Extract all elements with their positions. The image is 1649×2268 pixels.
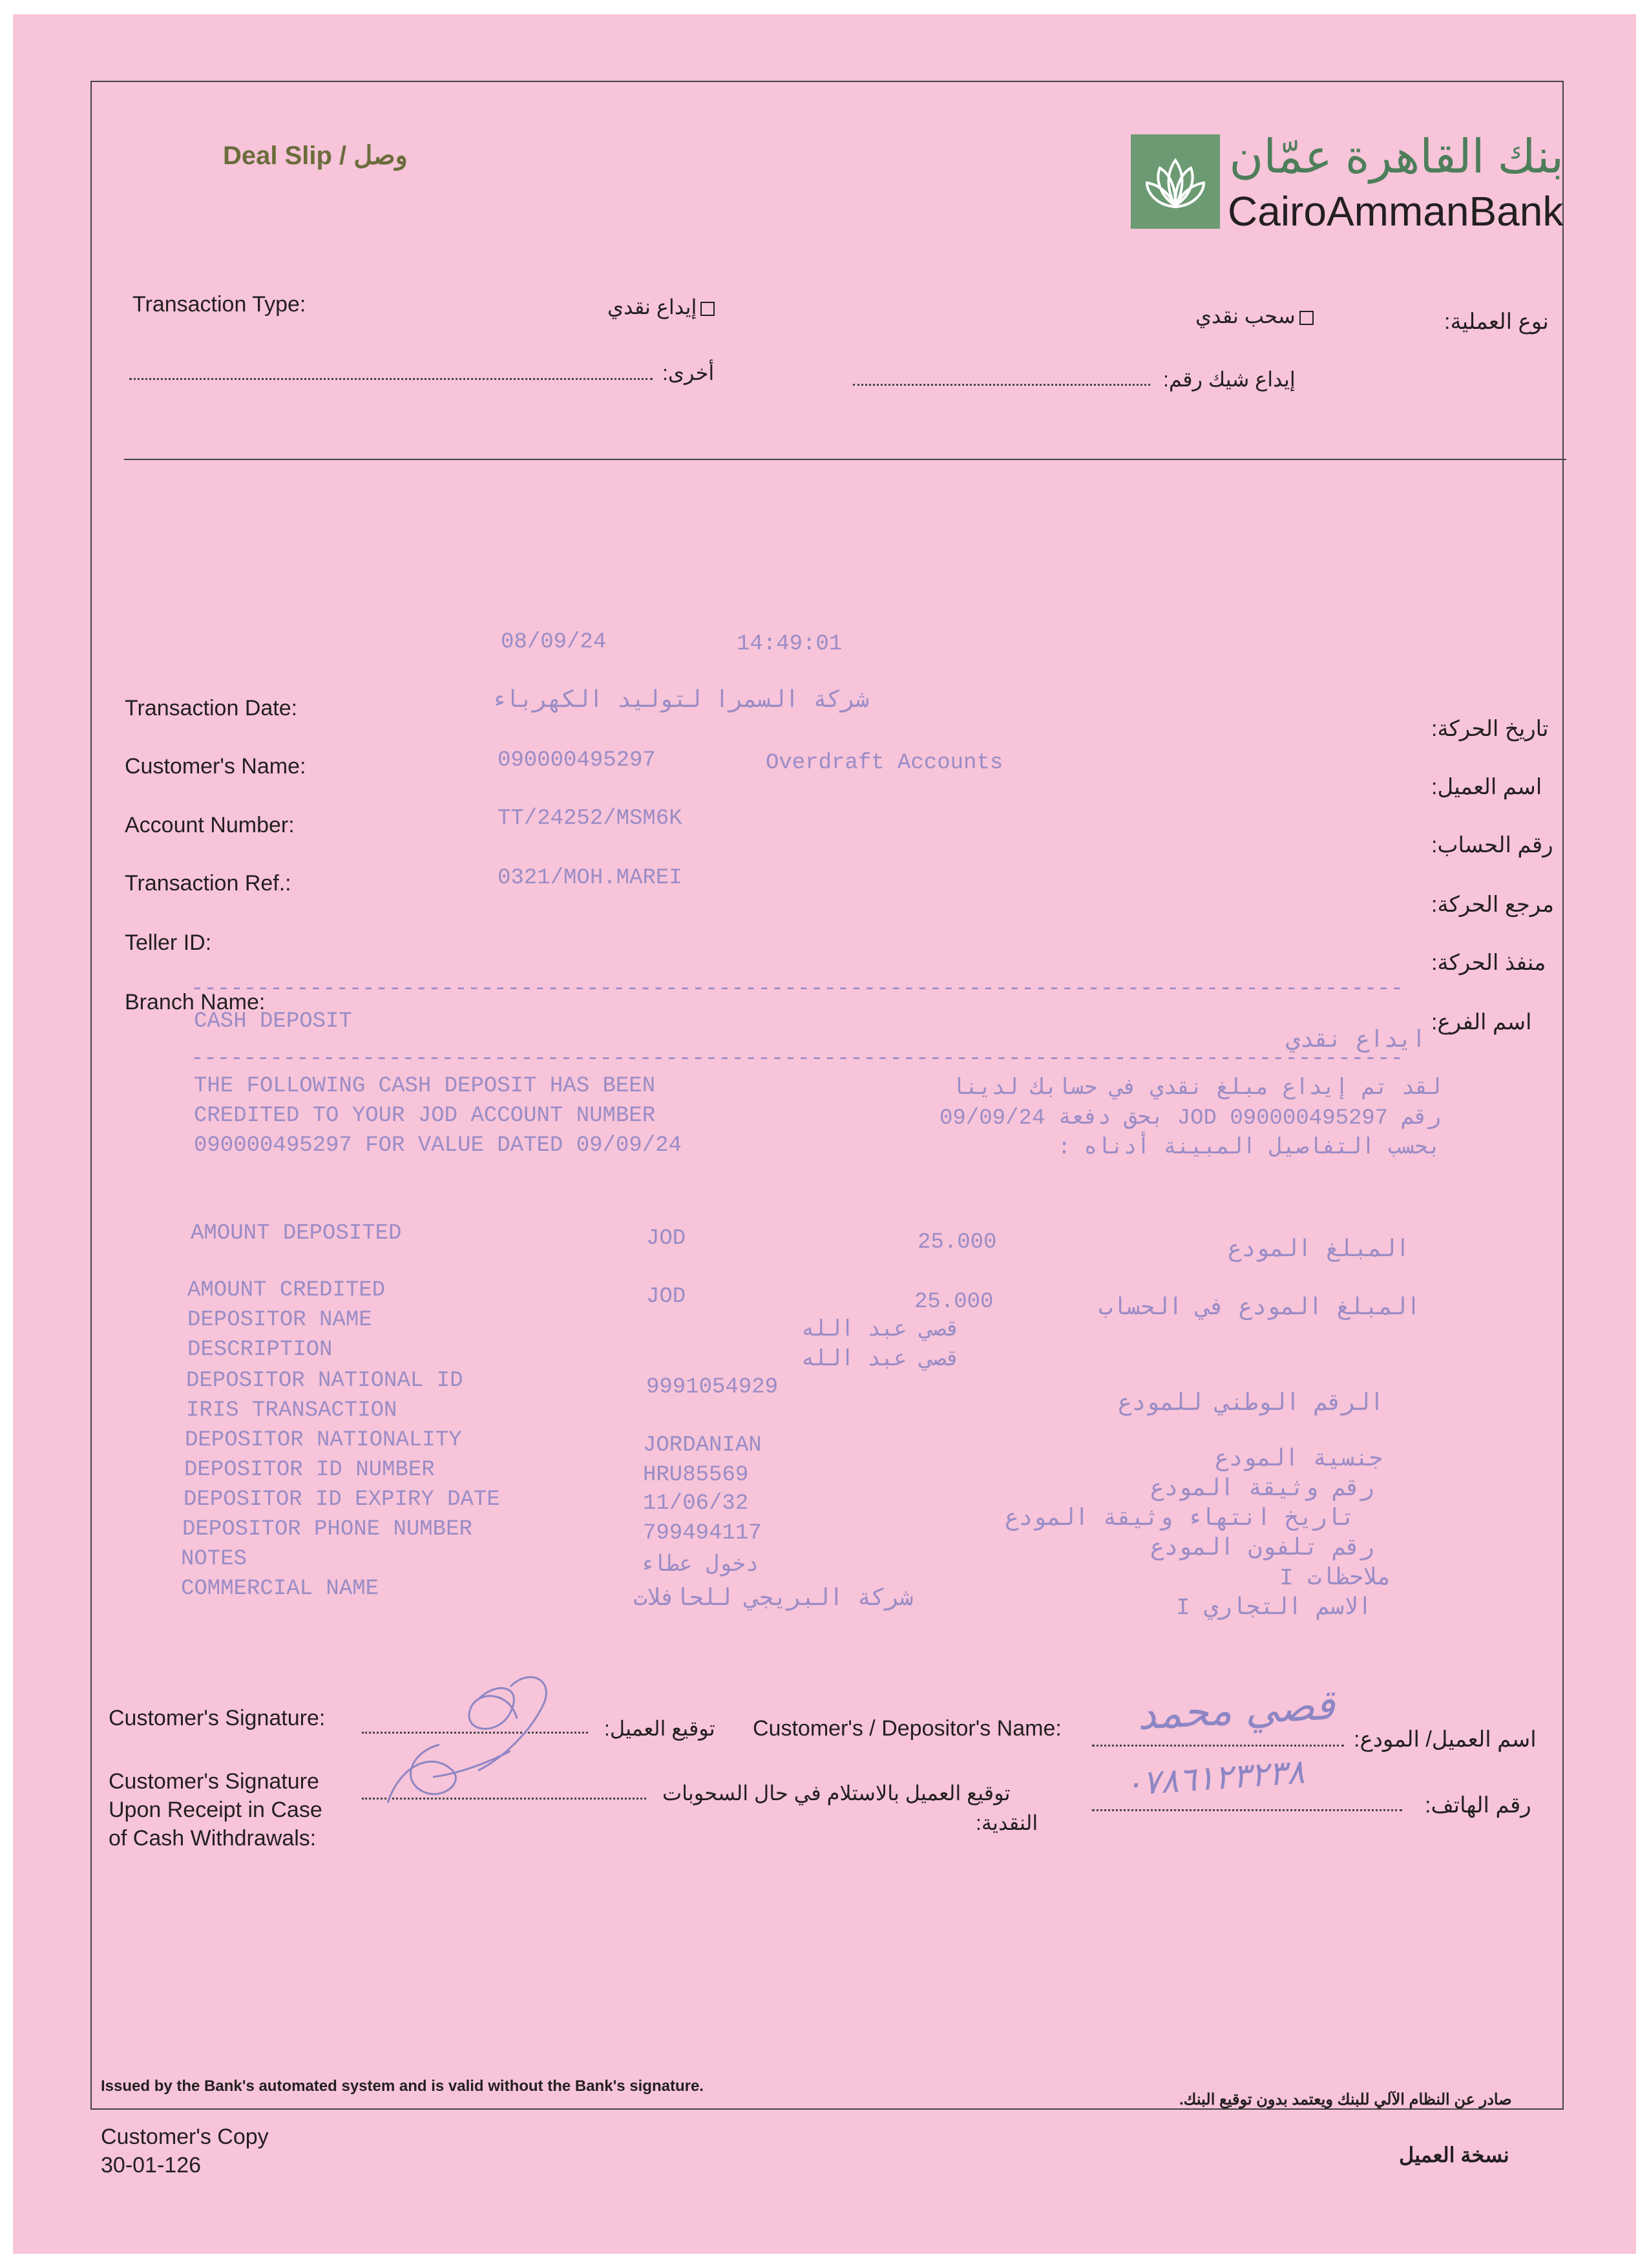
depositor-name-value: قصي عبد الله	[801, 1318, 960, 1343]
receipt-signature-ar-2: النقدية:	[976, 1811, 1038, 1834]
transaction-type-label-ar: نوع العملية:	[1444, 310, 1549, 334]
message-en-line-2: CREDITED TO YOUR JOD ACCOUNT NUMBER	[194, 1104, 656, 1128]
label-transaction-ref: Transaction Ref.:	[125, 871, 291, 896]
header-divider	[124, 459, 1566, 460]
label-transaction-ref-ar: مرجع الحركة:	[1431, 892, 1554, 917]
id-number-value: HRU85569	[643, 1463, 749, 1487]
message-en-line-3: 090000495297 FOR VALUE DATED 09/09/24	[194, 1133, 682, 1158]
amount-credited-value: 25.000	[914, 1290, 994, 1314]
amount-credited-ar: المبلغ المودع في الحساب	[1098, 1295, 1421, 1321]
dash-line-2: --------------------------------------------------------------------------------------------	[191, 1047, 1404, 1071]
bank-name-arabic: بنك القاهرة عمّان	[1229, 131, 1564, 183]
message-ar-line-3: بحسب التفاصيل المبينة أدناه :	[1057, 1136, 1441, 1160]
amount-deposited-ar: المبلغ المودع	[1228, 1237, 1410, 1263]
footer-note-en: Issued by the Bank's automated system and is valid without the Bank's signature.	[101, 2077, 704, 2095]
detail-label-nationality: DEPOSITOR NATIONALITY	[185, 1428, 462, 1453]
deal-slip-title: Deal Slip / وصل	[223, 142, 408, 170]
amount-deposited-value: 25.000	[918, 1230, 997, 1255]
cheque-dotted-line	[853, 384, 1150, 386]
amount-credited-label: AMOUNT CREDITED	[187, 1278, 386, 1303]
amount-credited-currency: JOD	[646, 1285, 686, 1309]
depositor-name-label-ar: اسم العميل/ المودع:	[1354, 1727, 1537, 1752]
id-expiry-ar: تاريخ انتهاء وثيقة المودع	[1005, 1506, 1355, 1532]
depositor-name-label: Customer's / Depositor's Name:	[753, 1716, 1062, 1741]
nationality-value: JORDANIAN	[643, 1433, 762, 1458]
label-transaction-date: Transaction Date:	[125, 696, 298, 720]
receipt-signature-ar-1: توقيع العميل بالاستلام في حال السحوبات	[662, 1781, 1011, 1805]
customer-signature-scribble	[362, 1641, 582, 1816]
account-type-value: Overdraft Accounts	[766, 751, 1003, 775]
cash-deposit-option: إيداع نقدي	[607, 295, 719, 319]
label-account-number-ar: رقم الحساب:	[1431, 833, 1553, 857]
message-en-line-1: THE FOLLOWING CASH DEPOSIT HAS BEEN	[194, 1074, 656, 1098]
receipt-signature-line-2: Upon Receipt in Case	[109, 1798, 322, 1822]
customers-copy-label: Customer's Copy	[101, 2125, 269, 2149]
other-label: أخرى:	[662, 361, 715, 384]
message-ar-line-2: رقم JOD 090000495297 بحق دفعة 09/09/24	[940, 1106, 1441, 1131]
customer-signature-label: Customer's Signature:	[109, 1706, 326, 1730]
receipt-signature-line-3: of Cash Withdrawals:	[109, 1826, 317, 1851]
depositor-name-line[interactable]	[1092, 1745, 1344, 1747]
label-branch-name: Branch Name:	[125, 990, 266, 1014]
detail-label-phone: DEPOSITOR PHONE NUMBER	[182, 1517, 472, 1542]
cash-withdrawal-checkbox[interactable]	[1299, 311, 1314, 325]
label-customer-name: Customer's Name:	[125, 754, 306, 779]
printed-time: 14:49:01	[737, 632, 843, 656]
amount-deposited-currency: JOD	[646, 1226, 686, 1251]
notes-value: دخول عطاء	[640, 1553, 759, 1578]
other-dotted-line	[129, 378, 653, 380]
cash-deposit-heading: CASH DEPOSIT	[194, 1009, 352, 1034]
detail-label-id-number: DEPOSITOR ID NUMBER	[184, 1458, 435, 1482]
cheque-deposit-label: إيداع شيك رقم:	[1163, 368, 1296, 391]
dash-line-1: --------------------------------------------------------------------------------------------	[191, 977, 1404, 1002]
cash-deposit-checkbox[interactable]	[700, 302, 715, 316]
printed-date: 08/09/24	[501, 630, 607, 655]
label-teller-id: Teller ID:	[125, 930, 212, 955]
customers-copy-label-ar: نسخة العميل	[1399, 2143, 1509, 2167]
label-customer-name-ar: اسم العميل:	[1431, 775, 1542, 799]
transaction-ref-value: TT/24252/MSM6K	[498, 806, 682, 831]
phone-ar: رقم تلفون المودع	[1150, 1535, 1374, 1562]
account-number-value: 090000495297	[498, 748, 656, 773]
handwritten-depositor-name: قصي محمد	[1136, 1681, 1336, 1739]
id-expiry-value: 11/06/32	[643, 1491, 749, 1516]
detail-label-depositor-name: DEPOSITOR NAME	[187, 1308, 372, 1332]
label-account-number: Account Number:	[125, 813, 295, 837]
transaction-type-label: Transaction Type:	[132, 292, 306, 317]
id-number-ar: رقم وثيقة المودع	[1150, 1476, 1374, 1502]
teller-id-value: 0321/MOH.MAREI	[498, 866, 682, 890]
amount-deposited-label: AMOUNT DEPOSITED	[191, 1221, 402, 1246]
detail-label-iris-transaction: IRIS TRANSACTION	[186, 1398, 397, 1423]
label-branch-name-ar: اسم الفرع:	[1431, 1010, 1532, 1034]
footer-note-ar: صادر عن النظام الآلي للبنك ويعتمد بدون توقيع البنك.	[1179, 2091, 1512, 2108]
detail-label-commercial-name: COMMERCIAL NAME	[181, 1577, 379, 1601]
commercial-name-ar: الاسم التجاري I	[1176, 1595, 1372, 1621]
detail-label-notes: NOTES	[181, 1547, 247, 1571]
lotus-icon	[1131, 134, 1220, 229]
label-teller-id-ar: منفذ الحركة:	[1431, 950, 1546, 975]
message-ar-line-1: لقد تم إيداع مبلغ نقدي في حسابك لدينا	[952, 1076, 1441, 1101]
detail-label-id-expiry: DEPOSITOR ID EXPIRY DATE	[184, 1487, 500, 1512]
customer-signature-label-ar: توقيع العميل:	[604, 1717, 715, 1740]
customer-name-value: شركة السمرا لتوليد الكهرباء	[491, 688, 869, 714]
label-transaction-date-ar: تاريخ الحركة:	[1431, 717, 1549, 741]
phone-label-ar: رقم الهاتف:	[1425, 1793, 1531, 1818]
nationality-ar: جنسية المودع	[1215, 1446, 1383, 1473]
detail-label-national-id: DEPOSITOR NATIONAL ID	[186, 1369, 463, 1393]
detail-label-description: DESCRIPTION	[187, 1338, 333, 1362]
commercial-name-value: شركة البريجي للحافلات	[633, 1586, 914, 1612]
phone-dotted-line[interactable]	[1092, 1809, 1402, 1811]
bank-logo	[1131, 134, 1220, 229]
cash-withdrawal-option: سحب نقدي	[1195, 304, 1318, 328]
phone-value: 799494117	[643, 1521, 762, 1546]
national-id-ar: الرقم الوطني للمودع	[1118, 1391, 1384, 1417]
national-id-value: 9991054929	[646, 1375, 779, 1400]
description-value: قصي عبد الله	[801, 1348, 960, 1372]
form-code: 30-01-126	[101, 2153, 202, 2178]
receipt-signature-line-1: Customer's Signature	[109, 1769, 319, 1794]
cash-deposit-heading-ar: ايداع نقدي	[1286, 1027, 1426, 1054]
notes-ar: ملاحظات I	[1279, 1565, 1392, 1591]
handwritten-phone: ٠٧٨٦١٢٣٢٣٨	[1123, 1752, 1307, 1804]
bank-name-english: CairoAmmanBank	[1228, 188, 1564, 235]
